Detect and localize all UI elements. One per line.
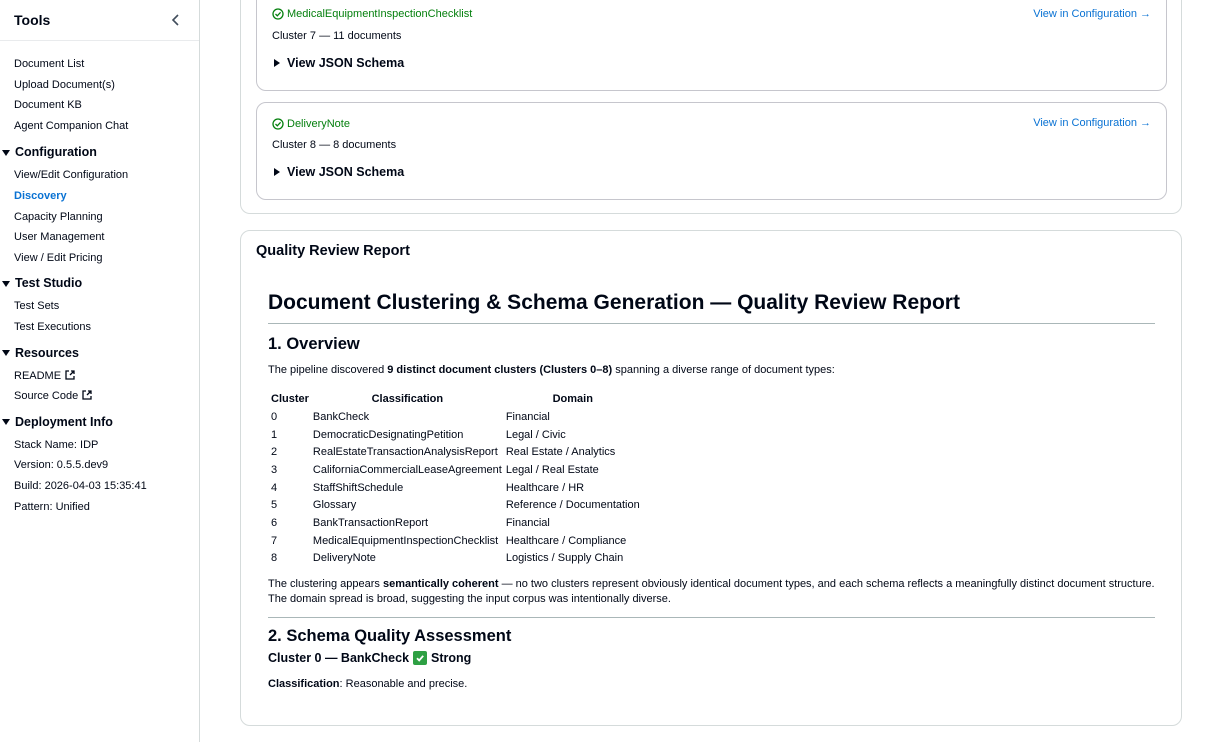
caret-down-icon [2, 149, 10, 157]
view-json-schema-label: View JSON Schema [287, 56, 405, 70]
cell-cluster-id: 4 [271, 481, 278, 494]
cell-classification: BankCheck [312, 410, 370, 423]
view-json-schema-label: View JSON Schema [287, 165, 405, 179]
cell-cluster-id: 8 [271, 552, 278, 565]
sidebar-section-label: Configuration [15, 145, 97, 160]
cell-domain: Legal / Real Estate [505, 463, 599, 476]
report-card-header: Quality Review Report [256, 243, 410, 259]
cell-domain: Healthcare / Compliance [505, 534, 627, 547]
cell-domain: Logistics / Supply Chain [505, 552, 624, 565]
chevron-left-icon [171, 14, 181, 26]
report-title: Document Clustering & Schema Generation — Quality Review Report [268, 287, 1155, 324]
divider [268, 617, 1155, 618]
sidebar-item-readme[interactable] [0, 366, 199, 387]
table-header-row [269, 390, 642, 408]
external-link-icon [82, 387, 92, 408]
sidebar-item-user-management[interactable]: User Management [14, 231, 105, 244]
column-header-domain: Domain [552, 393, 593, 405]
sidebar-item-capacity-planning[interactable]: Capacity Planning [14, 210, 103, 223]
cell-classification: DeliveryNote [312, 552, 376, 565]
overview-bold: 9 distinct document clusters (Clusters 0–8) [387, 364, 613, 376]
deployment-stack-name: Stack Name: IDP [14, 438, 99, 451]
cell-classification: DemocraticDesignatingPetition [312, 428, 464, 441]
sidebar-section-label: Deployment Info [15, 414, 113, 429]
collapse-sidebar-button[interactable] [167, 11, 185, 29]
cell-cluster-id: 6 [271, 516, 278, 529]
cluster0-rating: Strong [431, 651, 472, 666]
cell-domain: Real Estate / Analytics [505, 446, 616, 459]
sidebar-nav [0, 41, 199, 517]
overview-text: spanning a diverse range of document types: [612, 364, 835, 376]
table-row [269, 443, 642, 461]
cell-classification: MedicalEquipmentInspectionChecklist [312, 534, 499, 547]
cell-classification: Glossary [312, 499, 357, 512]
sidebar-item-source-code[interactable] [0, 386, 199, 407]
sidebar-item-document-list[interactable]: Document List [14, 58, 85, 70]
view-in-configuration-link[interactable]: View in Configuration → [1033, 8, 1151, 20]
sidebar-item-upload-documents[interactable]: Upload Document(s) [14, 78, 115, 91]
cell-domain: Reference / Documentation [505, 499, 640, 512]
sidebar-item-test-executions[interactable]: Test Executions [14, 320, 92, 333]
cluster-meta: Cluster 7 — 11 documents [272, 30, 402, 42]
coherence-paragraph [268, 577, 1155, 607]
table-row [269, 479, 642, 497]
sidebar-title: Tools [14, 12, 51, 28]
cluster-name [272, 8, 472, 20]
cell-classification: StaffShiftSchedule [312, 481, 404, 494]
cell-cluster-id: 2 [271, 446, 278, 459]
table-row [269, 496, 642, 514]
readme-link-label: README [14, 369, 62, 382]
sidebar-item-discovery[interactable]: Discovery [14, 189, 67, 202]
coherence-text: The clustering appears [268, 578, 383, 591]
cluster-card [256, 102, 1167, 200]
cell-cluster-id: 3 [271, 463, 278, 476]
column-header-cluster: Cluster [271, 393, 309, 405]
classification-paragraph [268, 677, 1155, 692]
cell-domain: Financial [505, 516, 550, 529]
cell-domain: Healthcare / HR [505, 481, 585, 494]
overview-paragraph [268, 363, 1155, 378]
check-circle-icon [272, 118, 284, 130]
cell-domain: Legal / Civic [505, 428, 566, 441]
check-circle-icon [272, 8, 284, 20]
check-mark-icon [413, 651, 427, 665]
cell-classification: BankTransactionReport [312, 516, 429, 529]
caret-down-icon [2, 418, 10, 426]
sidebar-item-agent-companion-chat[interactable]: Agent Companion Chat [14, 119, 129, 132]
cell-classification: RealEstateTransactionAnalysisReport [312, 446, 498, 459]
sidebar-item-view-edit-configuration[interactable]: View/Edit Configuration [14, 169, 129, 182]
overview-heading: 1. Overview [268, 335, 360, 353]
cell-domain: Financial [505, 410, 550, 423]
quality-review-report-card [240, 230, 1182, 726]
report-body [268, 287, 1155, 692]
table-row [269, 514, 642, 532]
cluster0-heading-text: Cluster 0 — BankCheck [268, 651, 410, 666]
main-content [200, 0, 1214, 742]
cluster-name-label: DeliveryNote [287, 118, 350, 130]
caret-down-icon [2, 349, 10, 357]
coherence-bold: semantically coherent [382, 578, 499, 591]
clusters-table [269, 390, 642, 567]
source-code-link-label: Source Code [14, 390, 79, 403]
deployment-pattern: Pattern: Unified [14, 500, 90, 513]
cell-classification: CaliforniaCommercialLeaseAgreement [312, 463, 502, 476]
cell-cluster-id: 5 [271, 499, 278, 512]
cluster-card [256, 0, 1167, 91]
classification-label: Classification [268, 678, 340, 691]
sidebar-section-label: Resources [15, 345, 79, 360]
cell-cluster-id: 1 [271, 428, 278, 441]
clusters-table-body [269, 408, 642, 567]
view-json-schema-toggle[interactable] [274, 165, 404, 179]
caret-right-icon [274, 168, 280, 176]
deployment-build: Build: 2026-04-03 15:35:41 [14, 479, 147, 492]
table-row [269, 550, 642, 568]
cluster-name [272, 118, 350, 130]
classification-text: : Reasonable and precise. [339, 678, 468, 691]
sidebar-item-document-kb[interactable]: Document KB [14, 99, 82, 112]
sidebar-section-label: Test Studio [15, 276, 83, 291]
sidebar-section-resources[interactable] [0, 341, 199, 366]
sidebar-section-test-studio[interactable] [0, 271, 199, 296]
cell-cluster-id: 0 [271, 410, 278, 423]
deployment-version: Version: 0.5.5.dev9 [14, 459, 109, 472]
table-row [269, 426, 642, 444]
schema-quality-heading: 2. Schema Quality Assessment [268, 627, 512, 646]
cluster0-heading [268, 651, 1155, 665]
sidebar-section-deployment-info[interactable] [0, 410, 199, 435]
cluster-name-label: MedicalEquipmentInspectionChecklist [287, 8, 473, 20]
coherence-text: — no two clusters represent obviously identical document types, and each schema reflects a meaningfully distinct document structure. The domain spread is broad, suggesting the input corpus was intentionally diverse. [268, 578, 1155, 606]
view-json-schema-toggle[interactable] [274, 56, 404, 70]
table-row [269, 461, 642, 479]
caret-down-icon [2, 280, 10, 288]
sidebar-section-configuration[interactable] [0, 140, 199, 165]
sidebar-header [0, 0, 199, 41]
external-link-icon [65, 367, 75, 388]
caret-right-icon [274, 59, 280, 67]
sidebar-item-test-sets[interactable]: Test Sets [14, 300, 60, 313]
table-row [269, 408, 642, 426]
cluster-meta: Cluster 8 — 8 documents [272, 139, 397, 151]
view-in-configuration-link[interactable]: View in Configuration → [1033, 117, 1151, 129]
sidebar [0, 0, 200, 742]
table-row [269, 532, 642, 550]
overview-text: The pipeline discovered [268, 364, 388, 376]
sidebar-item-view-edit-pricing[interactable]: View / Edit Pricing [14, 251, 103, 264]
column-header-classification: Classification [371, 393, 444, 405]
cell-cluster-id: 7 [271, 534, 278, 547]
